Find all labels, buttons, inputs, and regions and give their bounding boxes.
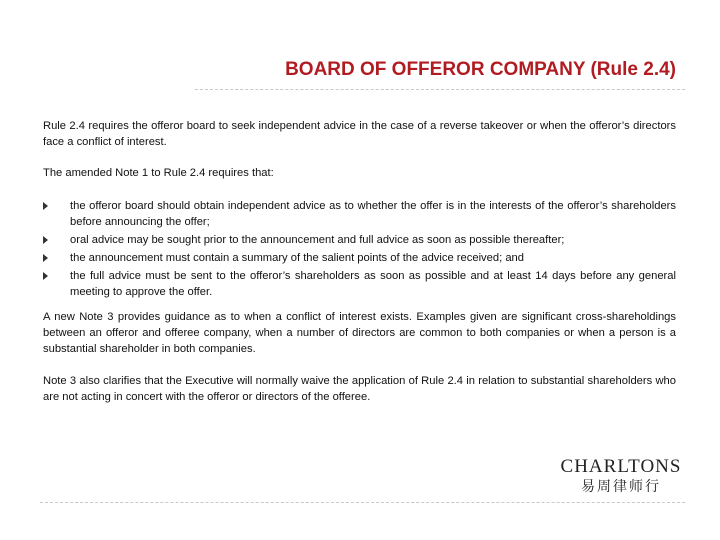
requirements-list xyxy=(43,198,676,300)
slide-body xyxy=(43,118,676,405)
amended-note-paragraph: The amended Note 1 to Rule 2.4 requires that: xyxy=(43,167,274,179)
list-item-text: the full advice must be sent to the offeror’s shareholders as soon as possible and at least 14 days before any general meeting to approve the offer. xyxy=(70,270,676,298)
list-item xyxy=(43,250,676,266)
triangle-bullet-icon xyxy=(43,272,48,280)
title-divider xyxy=(195,89,685,90)
logo-chinese-name: 易周律师行 xyxy=(581,479,661,495)
logo-wordmark: CHARLTONS xyxy=(560,456,682,477)
note3-clarification-paragraph: Note 3 also clarifies that the Executive will normally waive the application of Rule 2.4 in relation to substantial shareholders who are not acting in concert with the offeror or directors of the offeree. xyxy=(43,375,676,403)
triangle-bullet-icon xyxy=(43,202,48,210)
list-item xyxy=(43,232,676,248)
note3-paragraph: A new Note 3 provides guidance as to when a conflict of interest exists. Examples given are significant cross-shareholdings between an offeror and offeree company, when a number of directors are common to both companies or when a person is a substantial shareholder in both companies. xyxy=(43,311,676,355)
list-item xyxy=(43,198,676,230)
list-item-text: oral advice may be sought prior to the announcement and full advice as soon as possible thereafter; xyxy=(70,234,565,246)
triangle-bullet-icon xyxy=(43,254,48,262)
slide-title: BOARD OF OFFEROR COMPANY (Rule 2.4) xyxy=(285,59,676,80)
list-item-text: the offeror board should obtain independent advice as to whether the offer is in the interests of the offeror’s shareholders before announcing the offer; xyxy=(70,200,676,228)
list-item-text: the announcement must contain a summary of the salient points of the advice received; and xyxy=(70,252,524,264)
list-item xyxy=(43,268,676,300)
triangle-bullet-icon xyxy=(43,236,48,244)
intro-paragraph: Rule 2.4 requires the offeror board to seek independent advice in the case of a reverse takeover or when the offeror’s directors face a conflict of interest. xyxy=(43,120,676,148)
charltons-logo xyxy=(560,456,682,496)
footer-divider xyxy=(40,502,685,503)
